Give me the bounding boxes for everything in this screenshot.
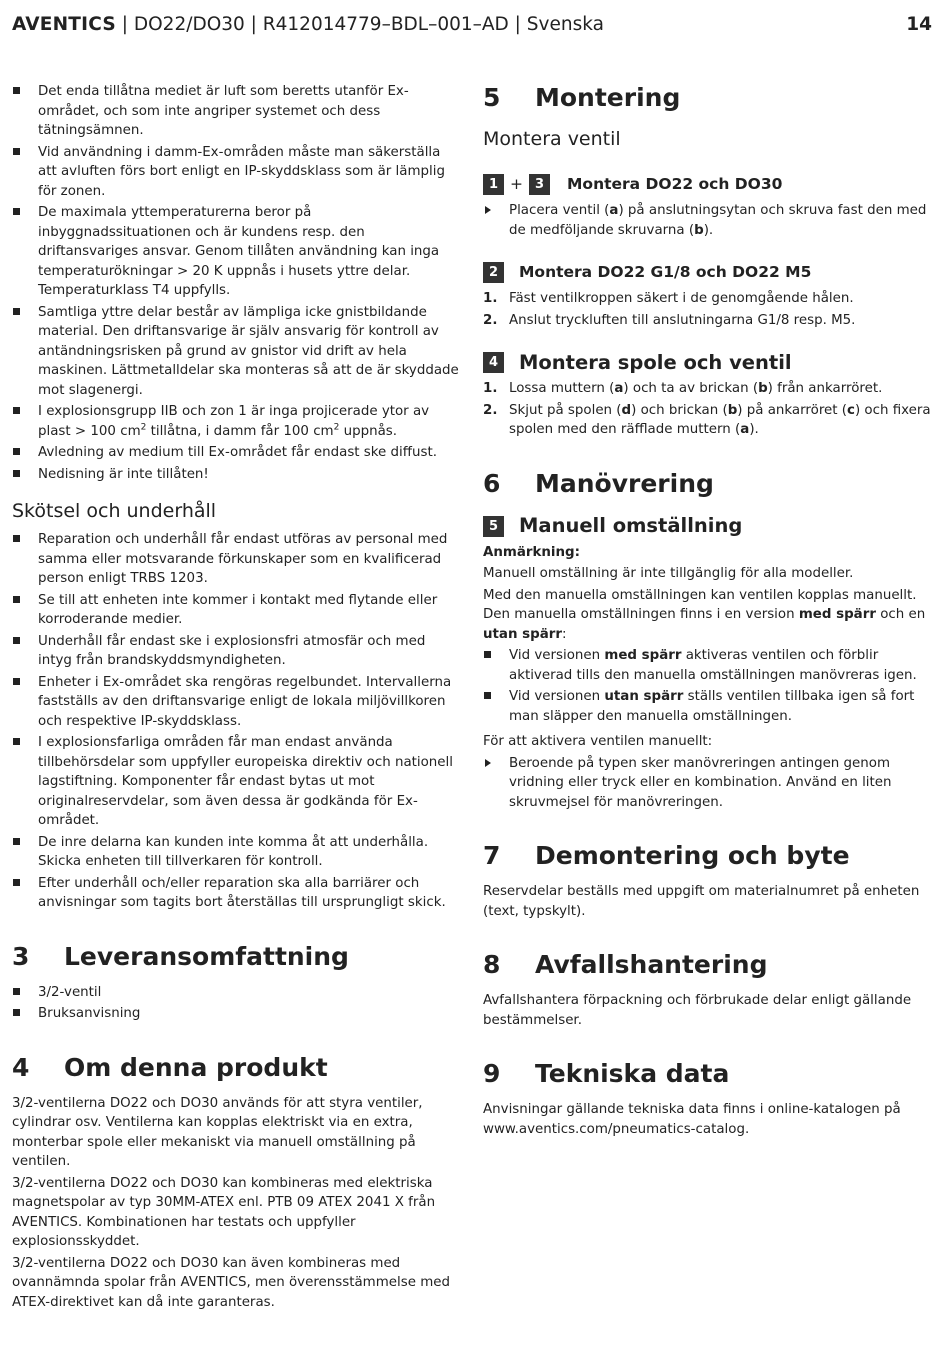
section-6-heading: 6 Manövrering: [483, 468, 714, 498]
square-bullet-icon: [13, 988, 20, 995]
square-bullet-icon: [13, 148, 20, 155]
paragraph: Reservdelar beställs med uppgift om materialnumret på enheten (text, typskylt).: [483, 884, 920, 919]
delivery-list: [12, 983, 460, 1024]
step-title: Montera DO22 och DO30: [567, 174, 783, 193]
list-item: Se till att enheten inte kommer i kontakt med flytande eller korroderande medier.: [12, 591, 460, 630]
section-7-heading: 7 Demontering och byte: [483, 841, 850, 870]
step-heading: [483, 516, 933, 537]
step-heading: [483, 262, 933, 283]
list-item: Det enda tillåtna mediet är luft som beretts utanför Ex-området, och som inte angriper systemet och dess tätningsämnen.: [12, 82, 460, 141]
list-item: Nedisning är inte tillåten!: [12, 465, 460, 485]
square-bullet-icon: [13, 407, 20, 414]
section-3-heading: 3 Leveransomfattning: [12, 941, 349, 971]
note-label: Anmärkning:: [483, 544, 580, 560]
left-column: [12, 82, 460, 1314]
list-item: Beroende på typen sker manövreringen antingen genom vridning eller tryck eller en kombination. Använd en liten skruvmejsel för manövreringen.: [483, 754, 933, 813]
list-item: I explosionsgrupp IIB och zon 1 är inga projicerade ytor av plast > 100 $cm^2$ tillåtna, i damm får 100 $cm^2$ uppnås.: [12, 402, 460, 441]
list-item: Efter underhåll och/eller reparation ska alla barriärer och anvisningar som tagits bort återställas till ursprungligt skick.: [12, 874, 460, 913]
paragraph: 3/2-ventilerna DO22 och DO30 används för att styra ventiler, cylindrar osv. Ventilerna kan kopplas elektriskt via en extra, monterbar spole eller mekaniskt via manuell omställning på ventilen.: [12, 1095, 423, 1169]
square-bullet-icon: [13, 87, 20, 94]
square-bullet-icon: [484, 651, 491, 658]
square-bullet-icon: [13, 678, 20, 685]
paragraph: Med den manuella omställningen kan ventilen kopplas manuellt. Den manuella omställningen finns i en version med spärr och en utan spärr:: [483, 587, 926, 642]
paragraph: Anvisningar gällande tekniska data finns i online-katalogen på www.aventics.com/pneumatics-catalog.: [483, 1102, 901, 1137]
maintenance-heading: Skötsel och underhåll: [12, 500, 217, 522]
square-bullet-icon: [13, 470, 20, 477]
square-bullet-icon: [484, 692, 491, 699]
list-item: Underhåll får endast ske i explosionsfri atmosfär och med intyg från brandskyddsmyndigheten.: [12, 632, 460, 671]
paragraph: 3/2-ventilerna DO22 och DO30 kan kombineras med elektriska magnetspolar av typ 30MM-ATEX enl. PTB 09 ATEX 2041 X från AVENTICS. Kombinationen har testats och uppfyller explosionsskyddet.: [12, 1175, 436, 1249]
list-item: Vid användning i damm-Ex-områden måste man säkerställa att avluften förs bort enligt en IP-skyddsklass som är lämplig för zonen.: [12, 143, 460, 202]
paragraph: För att aktivera ventilen manuellt:: [483, 734, 713, 749]
figure-number-box: 4: [483, 352, 504, 373]
list-item: 3/2-ventil: [12, 983, 460, 1003]
figure-number-box: 3: [529, 174, 550, 195]
square-bullet-icon: [13, 308, 20, 315]
section-8-heading: 8 Avfallshantering: [483, 950, 768, 979]
page-header: [12, 12, 932, 38]
square-bullet-icon: [13, 535, 20, 542]
list-item: De maximala yttemperaturerna beror på inbyggnadssituationen och är kundens resp. den driftansvariges ansvar. Genom tillåten användning kan inga temperaturökningar > 20 K uppnås i husets yttre delar. Temperaturklass T4 uppfylls.: [12, 203, 460, 301]
list-item: De inre delarna kan kunden inte komma åt att underhålla. Skicka enheten till tillverkaren för kontroll.: [12, 833, 460, 872]
list-item: I explosionsfarliga områden får man endast använda tillbehörsdelar som uppfyller europeiska direktiv och nationell lagstiftning. Komponenter får endast bytas ut mot originalreservdelar, som även dessa är godkända för Ex-området.: [12, 733, 460, 831]
list-item: Reparation och underhåll får endast utföras av personal med samma eller motsvarande förkunskaper som en kvalificerad person enligt TRBS 1203.: [12, 530, 460, 589]
list-item: 2. Anslut tryckluften till anslutningarna G1/8 resp. M5.: [483, 312, 856, 328]
triangle-bullet-icon: [485, 206, 491, 214]
list-item: 2. Skjut på spolen (d) och brickan (b) på ankarröret (c) och fixera spolen med den räfflade muttern (a).: [483, 402, 931, 437]
instruction-list: [483, 201, 933, 240]
mount-valve-heading: Montera ventil: [483, 128, 621, 150]
list-item: Vid versionen utan spärr ställs ventilen tillbaka igen så fort man släpper den manuella omställningen.: [483, 687, 933, 726]
list-item: Samtliga yttre delar består av lämpliga icke gnistbildande material. Den driftansvarige är själv ansvarig för kontroll av antändningsrisken på grund av gnistor vid drift av hela maskinen. Lättmetalldelar ska monteras så att de är skyddade mot slagenergi.: [12, 303, 460, 401]
instruction-list: [483, 754, 933, 813]
step-title: Manuell omställning: [519, 514, 743, 538]
maintenance-list: [12, 530, 460, 913]
list-item: Vid versionen med spärr aktiveras ventilen och förblir aktiverad tills den manuella omställningen manövreras igen.: [483, 646, 933, 685]
section-4-heading: 4 Om denna produkt: [12, 1052, 328, 1082]
step-heading: [483, 352, 933, 373]
version-list: [483, 646, 933, 726]
paragraph: Avfallshantera förpackning och förbrukade delar enligt gällande bestämmelser.: [483, 993, 912, 1028]
list-item: Enheter i Ex-området ska rengöras regelbundet. Intervallerna fastställs av den driftansvarige enligt de lokala miljövillkoren och respektive IP-skyddsklass.: [12, 673, 460, 732]
right-column: [483, 82, 933, 1141]
step-title: Montera spole och ventil: [519, 350, 792, 374]
list-item: Bruksanvisning: [12, 1004, 460, 1024]
square-bullet-icon: [13, 208, 20, 215]
numbered-list: [483, 289, 933, 330]
document-reference: | DO22/DO30 | R412014779–BDL–001–AD | Svenska: [121, 14, 604, 35]
figure-number-box: 5: [483, 516, 504, 537]
list-item: Placera ventil (a) på anslutningsytan och skruva fast den med de medföljande skruvarna (b).: [483, 201, 933, 240]
figure-number-box: 1: [483, 174, 504, 195]
square-bullet-icon: [13, 448, 20, 455]
safety-list: [12, 82, 460, 484]
section-5-heading: 5 Montering: [483, 83, 681, 112]
square-bullet-icon: [13, 838, 20, 845]
triangle-bullet-icon: [485, 759, 491, 767]
section-9-heading: 9 Tekniska data: [483, 1059, 730, 1088]
figure-number-box: 2: [483, 262, 504, 283]
page-number: 14: [906, 14, 932, 35]
list-item: 1. Fäst ventilkroppen säkert i de genomgående hålen.: [483, 291, 854, 306]
paragraph: 3/2-ventilerna DO22 och DO30 kan även kombineras med ovannämnda spolar från AVENTICS, men överensstämmelse med ATEX-direktivet kan då inte garanteras.: [12, 1255, 450, 1310]
square-bullet-icon: [13, 879, 20, 886]
list-item: 1. Lossa muttern (a) och ta av brickan (b) från ankarröret.: [483, 381, 883, 396]
step-heading: 1 + 3 Montera DO22 och DO30: [483, 174, 933, 195]
numbered-list: [483, 379, 933, 440]
square-bullet-icon: [13, 637, 20, 644]
note-text: Manuell omställning är inte tillgänglig för alla modeller.: [483, 566, 854, 581]
step-title: Montera DO22 G1/8 och DO22 M5: [519, 262, 812, 281]
square-bullet-icon: [13, 596, 20, 603]
brand-name: AVENTICS: [12, 14, 116, 35]
list-item: Avledning av medium till Ex-området får endast ske diffust.: [12, 443, 460, 463]
square-bullet-icon: [13, 738, 20, 745]
square-bullet-icon: [13, 1009, 20, 1016]
